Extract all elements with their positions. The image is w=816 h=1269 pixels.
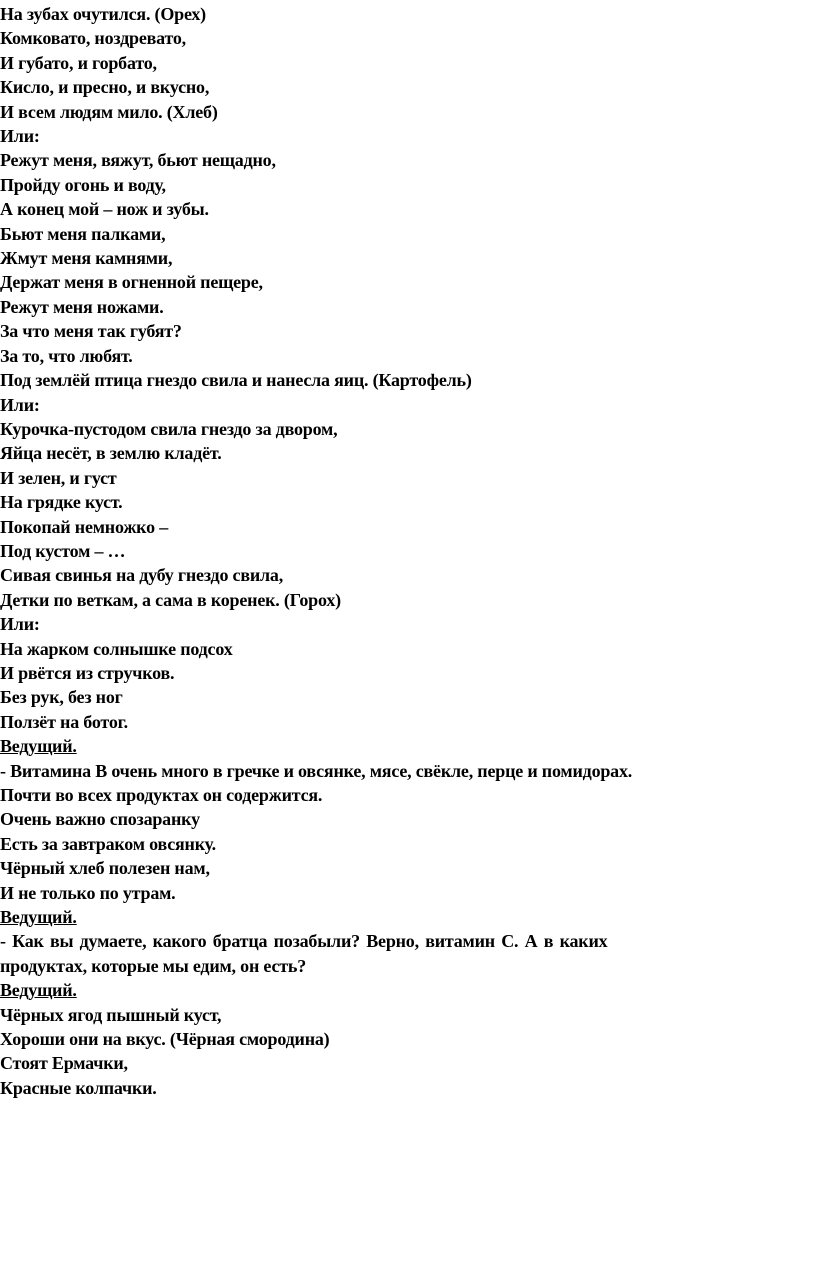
- text-line: Под кустом – …: [0, 540, 126, 561]
- text-line: Хороши они на вкус. (Чёрная смородина): [0, 1029, 330, 1050]
- text-line: Есть за завтраком овсянку.: [0, 833, 216, 854]
- text-line: Без рук, без ног: [0, 687, 123, 708]
- text-line: продуктах, которые мы едим, он есть?: [0, 955, 306, 976]
- text-line: И губато, и горбато,: [0, 52, 157, 73]
- text-line: На зубах очутился. (Орех): [0, 4, 206, 24]
- text-line: Или:: [0, 394, 40, 415]
- text-line: Чёрный хлеб полезен нам,: [0, 858, 210, 879]
- text-line: Жмут меня камнями,: [0, 248, 173, 269]
- text-line: И рвётся из стручков.: [0, 662, 175, 683]
- text-line: Пройду огонь и воду,: [0, 174, 166, 195]
- text-line: Стоят Ермачки,: [0, 1053, 128, 1074]
- text-line: Сивая свинья на дубу гнездо свила,: [0, 565, 284, 586]
- text-line: Детки по веткам, а сама в коренек. (Горох): [0, 589, 341, 610]
- text-line: - Как вы думаете, какого братца позабыли? Верно, витамин С. А в каких: [0, 931, 608, 952]
- text-line: Под землёй птица гнездо свила и нанесла яиц. (Картофель): [0, 370, 472, 391]
- text-line: Красные колпачки.: [0, 1077, 157, 1098]
- text-line: И всем людям мило. (Хлеб): [0, 101, 218, 122]
- speaker-heading: Ведущий.: [0, 980, 77, 1001]
- text-line: И не только по утрам.: [0, 882, 176, 903]
- text-line: Или:: [0, 614, 40, 635]
- text-line: Комковато, ноздревато,: [0, 28, 186, 49]
- text-line: Почти во всех продуктах он содержится.: [0, 785, 323, 805]
- text-line: Ползёт на ботог.: [0, 711, 128, 732]
- text-line: Яйца несёт, в землю кладёт.: [0, 443, 222, 464]
- text-line: И зелен, и густ: [0, 467, 117, 488]
- text-line: Очень важно спозаранку: [0, 809, 200, 830]
- text-line: Кисло, и пресно, и вкусно,: [0, 77, 210, 98]
- text-line: На грядке куст.: [0, 492, 123, 513]
- text-line: Держат меня в огненной пещере,: [0, 272, 263, 293]
- text-line: Бьют меня палками,: [0, 223, 166, 244]
- text-line: Режут меня, вяжут, бьют нещадно,: [0, 150, 276, 171]
- text-line: Или:: [0, 126, 40, 147]
- speaker-heading: Ведущий.: [0, 736, 77, 757]
- text-line: Покопай немножко –: [0, 516, 169, 537]
- text-line: - Витамина В очень много в гречке и овсянке, мясе, свёкле, перце и помидорах.: [0, 760, 633, 781]
- text-line: За то, что любят.: [0, 345, 133, 366]
- text-line: Чёрных ягод пышный куст,: [0, 1004, 222, 1025]
- text-line: А конец мой – нож и зубы.: [0, 199, 209, 220]
- text-line: На жарком солнышке подсох: [0, 638, 233, 659]
- text-line: Режут меня ножами.: [0, 296, 164, 317]
- text-line: Курочка-пустодом свила гнездо за двором,: [0, 418, 338, 439]
- speaker-heading: Ведущий.: [0, 907, 77, 928]
- text-line: За что меня так губят?: [0, 321, 182, 342]
